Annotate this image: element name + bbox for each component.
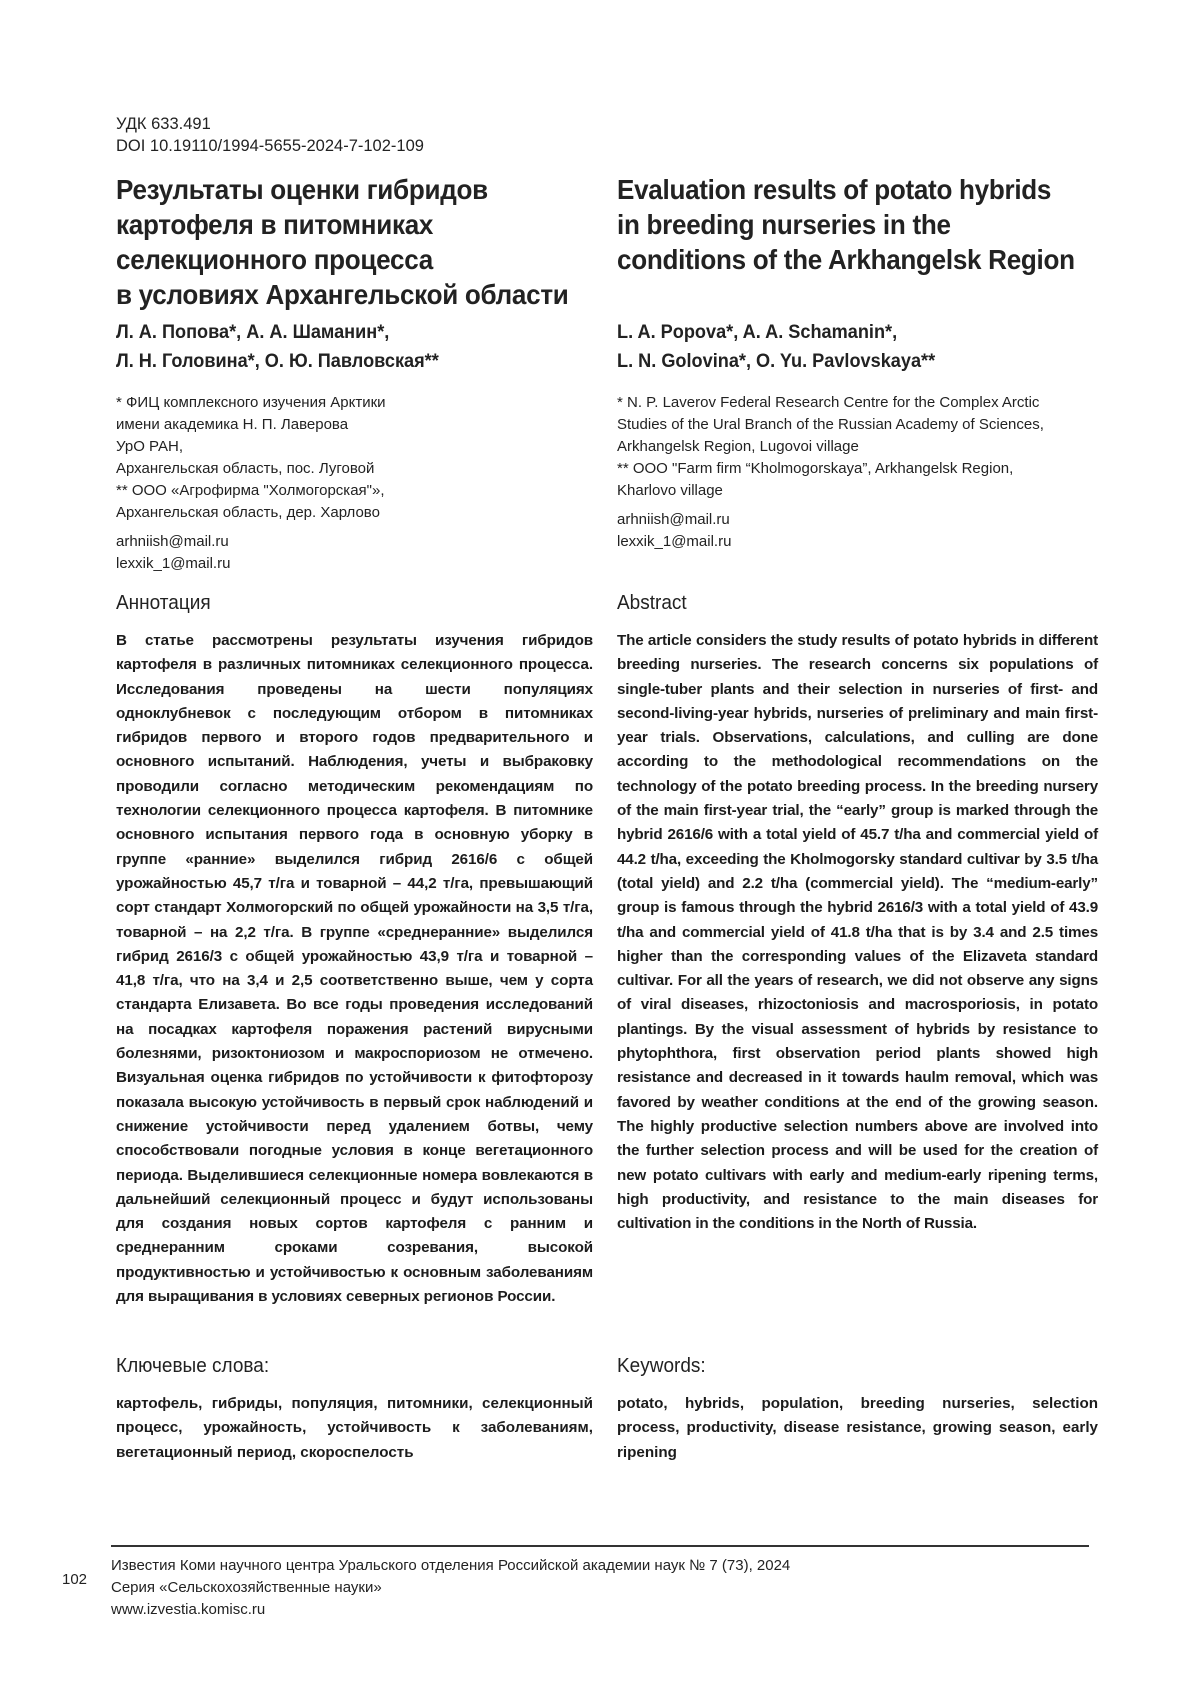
affiliation-line: ** OOO "Farm firm “Kholmogorskaya”, Arkhangelsk Region, xyxy=(617,460,1014,477)
affiliation-line: имени академика Н. П. Лаверова xyxy=(116,416,349,433)
emails-ru xyxy=(116,531,230,575)
email: arhniish@mail.ru xyxy=(617,511,730,528)
affiliation-line: Arkhangelsk Region, Lugovoi village xyxy=(617,438,859,455)
footer-divider xyxy=(111,1545,1089,1547)
affiliations-en xyxy=(617,392,1044,502)
email: arhniish@mail.ru xyxy=(116,533,229,550)
affiliation-line: УрО РАН, xyxy=(116,438,184,455)
authors-line: Л. Н. Головина*, О. Ю. Павловская** xyxy=(116,350,439,372)
affiliation-line: * ФИЦ комплексного изучения Арктики xyxy=(116,394,386,411)
journal-website: www.izvestia.komisc.ru xyxy=(111,1601,266,1618)
affiliation-line: * N. P. Laverov Federal Research Centre for the Complex Arctic xyxy=(617,394,1040,411)
udk-code: УДК 633.491 xyxy=(116,115,211,133)
keywords-ru: картофель, гибриды, популяция, питомники, селекционный процесс, урожайность, устойчивость к заболеваниям, вегетационный период, скороспелость xyxy=(116,1395,593,1461)
affiliation-line: Kharlovo village xyxy=(617,482,723,499)
doi: DOI 10.19110/1994-5655-2024-7-102-109 xyxy=(116,137,424,155)
abstract-en: The article considers the study results of potato hybrids in different breeding nurseries. The research concerns six populations of single-tuber plants and their selection in nurseries of first- and second-living-year hybrids, nurseries of preliminary and main first-year trials. Observations, calculations, and culling are done according to the methodological recommendations on the technology of the potato breeding process. In the breeding nursery of the main first-year trial, the “early” group is marked through the hybrid 2616/6 with a total yield of 45.7 t/ha and commercial yield of 44.2 t/ha, exceeding the Kholmogorsky standard cultivar by 3.5 t/ha (total yield) and 2.2 t/ha (commercial yield). The “medium-early” group is famous through the hybrid 2616/3 with a total yield of 43.9 t/ha and commercial yield of 41.8 t/ha that is by 3.4 and 2.5 times higher than the corresponding values of the Elizaveta standard cultivar. For all the years of research, we did not observe any signs of viral diseases, rhizoctoniosis and macrosporiosis, in potato plantings. By the visual assessment of hybrids by resistance to phytophthora, first observation period plants showed high resistance and decreased in it towards haulm removal, which was favored by weather conditions at the end of the growing season. The highly productive selection numbers above are involved into the further selection process and will be used for the creation of new potato cultivars with early and medium-early ripening terms, high productivity, and resistance to the main diseases for cultivation in the conditions in the North of Russia. xyxy=(617,632,1098,1233)
journal-footer xyxy=(111,1555,790,1621)
keywords-heading-ru: Ключевые слова: xyxy=(116,1355,270,1377)
title-line: in breeding nurseries in the xyxy=(617,209,951,240)
affiliation-line: Архангельская область, дер. Харлово xyxy=(116,504,380,521)
affiliation-line: Архангельская область, пос. Луговой xyxy=(116,460,375,477)
abstract-heading-en: Abstract xyxy=(617,592,687,614)
title-line: Evaluation results of potato hybrids xyxy=(617,174,1052,205)
abstract-ru: В статье рассмотрены результаты изучения гибридов картофеля в различных питомниках селекционного процесса. Исследования проведены на шести популяциях одноклубневок с последующим отбором в питомниках гибридов первого и второго годов предварительного и основного испытаний. Наблюдения, учеты и выбраковку проводили согласно методическим рекомендациям по технологии селекционного процесса картофеля. В питомнике основного испытания первого года в основную уборку в группе «ранние» выделился гибрид 2616/6 с общей урожайностью 45,7 т/га и товарной – 44,2 т/га, превышающий сорт стандарт Холмогорский по общей урожайности на 3,5 т/га, товарной – на 2,2 т/га. В группе «среднеранние» выделился гибрид 2616/3 с общей урожайностью 43,9 т/га и товарной – 41,8 т/га, что на 3,4 и 2,5 соответственно выше, чем у сорта стандарта Елизавета. Во все годы проведения исследований на посадках картофеля поражения растений вирусными болезнями, ризоктониозом и макроспориозом не отмечено. Визуальная оценка гибридов по устойчивости к фитофторозу показала высокую устойчивость в первый срок наблюдений и снижение устойчивости перед удалением ботвы, чему способствовали погодные условия в конце вегетационного периода. Выделившиеся селекционные номера вовлекаются в дальнейший селекционный процесс и будут использованы для создания новых сортов картофеля с ранним и среднеранним сроками созревания, высокой продуктивностью и устойчивостью к основным заболеваниям для выращивания в условиях северных регионов России. xyxy=(116,632,593,1306)
keywords-heading-en: Keywords: xyxy=(617,1355,706,1377)
title-ru xyxy=(116,172,595,312)
journal-name: Известия Коми научного центра Уральского отделения Российской академии наук № 7 (73), 2024 xyxy=(111,1557,791,1574)
title-en xyxy=(617,172,1100,277)
authors-line: Л. А. Попова*, А. А. Шаманин*, xyxy=(116,321,390,343)
authors-en xyxy=(617,318,1100,376)
title-line: в условиях Архангельской области xyxy=(116,279,569,310)
article-identifiers xyxy=(116,113,424,157)
title-line: селекционного процесса xyxy=(116,244,433,275)
affiliation-line: Studies of the Ural Branch of the Russian Academy of Sciences, xyxy=(617,416,1044,433)
authors-ru xyxy=(116,318,595,376)
email: lexxik_1@mail.ru xyxy=(617,533,732,550)
keywords-en: potato, hybrids, population, breeding nurseries, selection process, productivity, disease resistance, growing season, early ripening xyxy=(617,1395,1098,1461)
journal-series: Серия «Сельскохозяйственные науки» xyxy=(111,1579,382,1596)
title-line: картофеля в питомниках xyxy=(116,209,434,240)
page-number: 102 xyxy=(62,1571,88,1588)
title-line: Результаты оценки гибридов xyxy=(116,174,488,205)
abstract-heading-ru: Аннотация xyxy=(116,592,211,614)
email: lexxik_1@mail.ru xyxy=(116,555,231,572)
emails-en xyxy=(617,509,731,553)
affiliations-ru xyxy=(116,392,386,524)
title-line: conditions of the Arkhangelsk Region xyxy=(617,244,1075,275)
affiliation-line: ** ООО «Агрофирма "Холмогорская"», xyxy=(116,482,385,499)
authors-line: L. A. Popova*, A. A. Schamanin*, xyxy=(617,321,898,343)
authors-line: L. N. Golovina*, O. Yu. Pavlovskaya** xyxy=(617,350,936,372)
